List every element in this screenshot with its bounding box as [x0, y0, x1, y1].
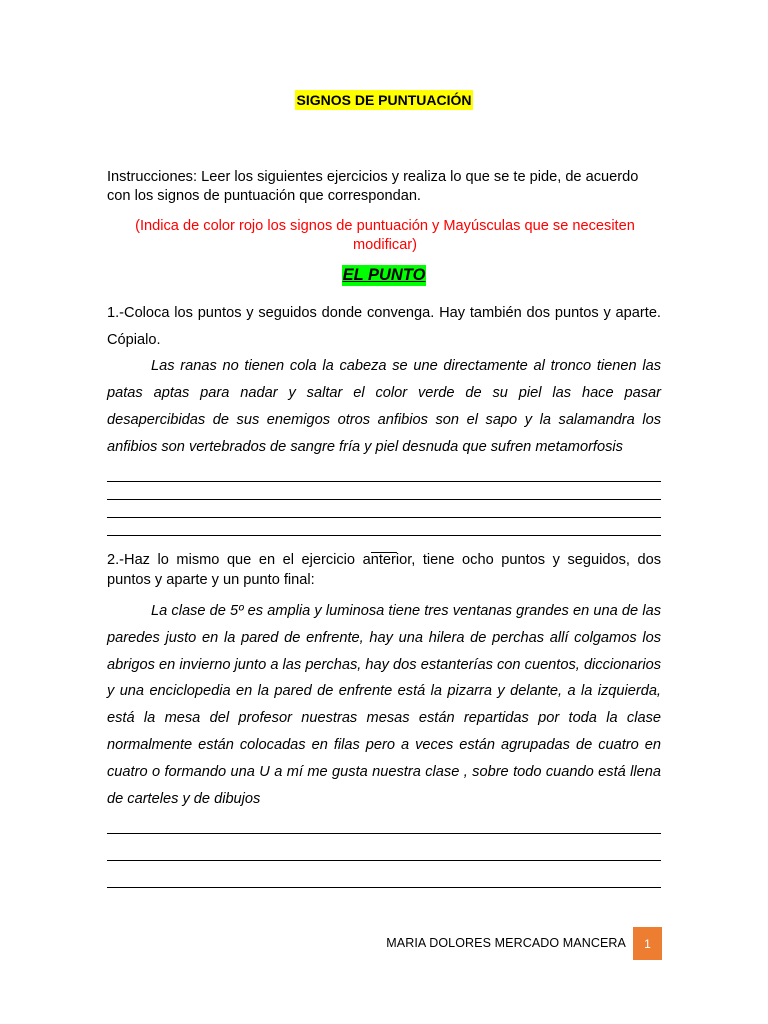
instructions-text: Instrucciones: Leer los siguientes ejercicios y realiza lo que se te pide, de acuerdo con los signos de puntuación que correspondan.: [107, 169, 639, 204]
answer-line: [107, 860, 661, 861]
page-number-badge: 1: [633, 927, 662, 960]
section-subtitle: EL PUNTO: [342, 266, 426, 284]
answer-line: [107, 535, 661, 536]
footer-author: MARIA DOLORES MERCADO MANCERA: [386, 936, 626, 950]
exercise-2-text: La clase de 5º es amplia y luminosa tiene tres ventanas grandes en una de las paredes justo en la pared de enfrente, hay una hilera de perchas allí colgamos los abrigos en invierno junto a las perchas, hay dos estanterías con cuentos, diccionarios y una enciclopedia en la pared de enfrente está la pizarra y delante, a la izquierda, está la mesa del profesor nuestras mesas están repartidas por toda la clase normalmente están colocadas en filas pero a veces están agrupadas de cuatro en cuatro o formando una U a mí me gusta nuestra clase , sobre todo cuando está llena de carteles y de dibujos: [107, 603, 661, 807]
red-note: (Indica de color rojo los signos de puntuación y Mayúsculas que se necesiten modificar): [135, 218, 635, 253]
answer-line: [107, 517, 661, 518]
page-title: SIGNOS DE PUNTUACIÓN: [296, 92, 472, 108]
answer-line: [107, 833, 661, 834]
exercise-1-paragraph: [107, 353, 661, 461]
exercise-1-text: Las ranas no tienen cola la cabeza se une directamente al tronco tienen las patas aptas para nadar y saltar el color verde de su piel las hace pasar desapercibidas de sus enemigos otros anfibios son el sapo y la salamandra los anfibios son vertebrados de sangre fría y piel desnuda que sufren metamorfosis: [107, 358, 661, 455]
answer-line: [107, 481, 661, 482]
title-container: [0, 90, 768, 110]
answer-line: [107, 887, 661, 888]
exercise-2-paragraph: [107, 598, 661, 812]
exercise-2-prompt: 2.-Haz lo mismo que en el ejercicio anterior, tiene ocho puntos y seguidos, dos puntos y aparte y un punto final:: [107, 552, 661, 588]
subtitle-container: [0, 265, 768, 286]
answer-line: [107, 499, 661, 500]
exercise-1-prompt: 1.-Coloca los puntos y seguidos donde convenga. Hay también dos puntos y aparte. Cópialo.: [107, 305, 661, 348]
